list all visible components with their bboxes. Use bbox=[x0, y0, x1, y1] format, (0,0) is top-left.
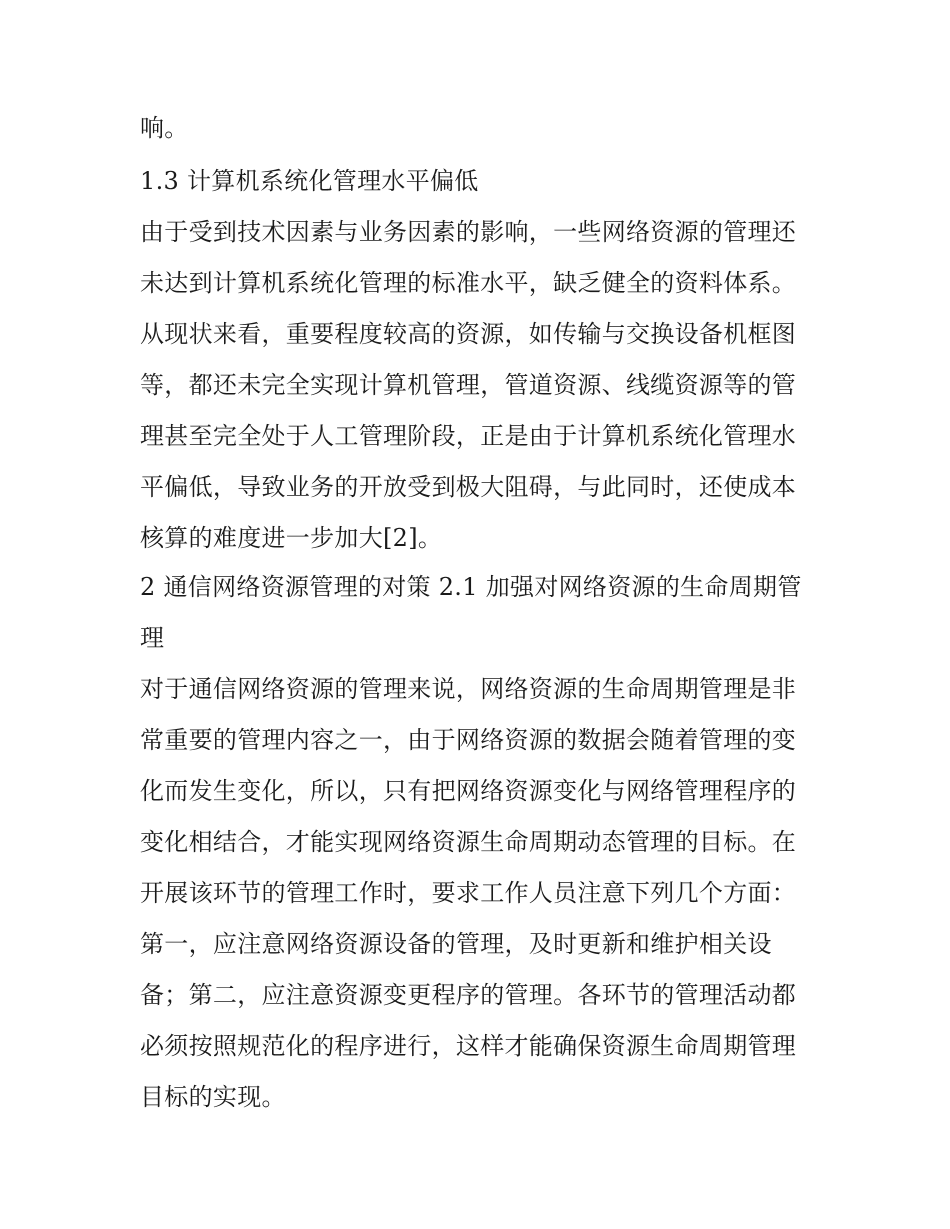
text-line: 由于受到技术因素与业务因素的影响，一些网络资源的管理还 bbox=[140, 218, 797, 246]
text-line: 对于通信网络资源的管理来说，网络资源的生命周期管理是非 bbox=[140, 675, 797, 703]
text-line: 从现状来看，重要程度较高的资源，如传输与交换设备机框图 bbox=[140, 320, 797, 348]
text-line: 响。 bbox=[140, 114, 189, 142]
section-heading-2: 2 通信网络资源管理的对策 2.1 加强对网络资源的生命周期管 bbox=[140, 573, 802, 601]
section-heading-1-3: 1.3 计算机系统化管理水平偏低 bbox=[140, 167, 479, 195]
text-line: 常重要的管理内容之一，由于网络资源的数据会随着管理的变 bbox=[140, 726, 797, 754]
text-line: 必须按照规范化的程序进行，这样才能确保资源生命周期管理 bbox=[140, 1032, 797, 1060]
text-line: 化而发生变化，所以，只有把网络资源变化与网络管理程序的 bbox=[140, 777, 797, 805]
text-line: 核算的难度进一步加大[2]。 bbox=[140, 524, 443, 552]
text-line: 备；第二，应注意资源变更程序的管理。各环节的管理活动都 bbox=[140, 981, 797, 1009]
text-line: 开展该环节的管理工作时，要求工作人员注意下列几个方面： bbox=[140, 879, 797, 907]
text-line: 理甚至完全处于人工管理阶段，正是由于计算机系统化管理水 bbox=[140, 422, 797, 450]
text-line: 变化相结合，才能实现网络资源生命周期动态管理的目标。在 bbox=[140, 828, 797, 856]
text-line: 目标的实现。 bbox=[140, 1083, 286, 1111]
text-line: 等，都还未完全实现计算机管理，管道资源、线缆资源等的管 bbox=[140, 371, 797, 399]
text-line: 第一，应注意网络资源设备的管理，及时更新和维护相关设 bbox=[140, 930, 772, 958]
text-line: 平偏低，导致业务的开放受到极大阻碍，与此同时，还使成本 bbox=[140, 473, 797, 501]
section-heading-2-continued: 理 bbox=[140, 624, 165, 652]
text-line: 未达到计算机系统化管理的标准水平，缺乏健全的资料体系。 bbox=[140, 269, 797, 297]
